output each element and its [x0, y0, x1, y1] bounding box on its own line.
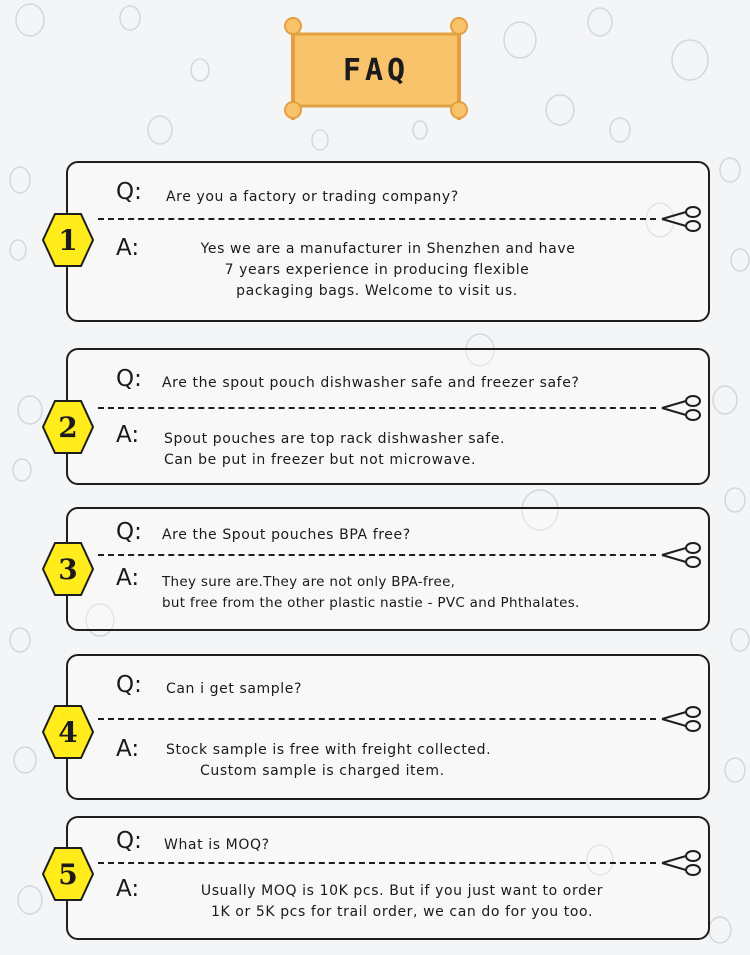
faq-number-badge-5	[42, 846, 94, 902]
answer-line: 1K or 5K pcs for trail order, we can do for you too.	[210, 904, 594, 920]
question-marker: Q:	[116, 519, 142, 545]
question-text: Can i get sample?	[166, 681, 302, 697]
faq-number-badge-4	[42, 704, 94, 760]
answer-line: packaging bags. Welcome to visit us.	[236, 283, 518, 299]
answer-marker: A:	[116, 235, 140, 261]
question-text: What is MOQ?	[164, 837, 270, 853]
answer-line: Spout pouches are top rack dishwasher safe.	[164, 431, 506, 447]
faq-card-1	[66, 161, 710, 322]
faq-number-badge-1	[42, 212, 94, 268]
scissors-icon	[660, 542, 704, 568]
answer-text	[162, 572, 580, 614]
page-title: FAQ	[342, 52, 410, 88]
faq-card-4	[66, 654, 710, 800]
answer-marker: A:	[116, 736, 140, 762]
answer-line: Stock sample is free with freight collected.	[166, 742, 492, 758]
answer-marker: A:	[116, 565, 140, 591]
scissors-icon	[660, 395, 704, 421]
dashed-divider	[98, 718, 656, 720]
faq-number-badge-3	[42, 541, 94, 597]
dashed-divider	[98, 407, 656, 409]
answer-marker: A:	[116, 876, 140, 902]
scissors-icon	[660, 706, 704, 732]
faq-number-badge-2	[42, 399, 94, 455]
answer-line: Usually MOQ is 10K pcs. But if you just want to order	[200, 883, 604, 899]
question-text: Are you a factory or trading company?	[166, 189, 459, 205]
question-text: Are the Spout pouches BPA free?	[162, 527, 411, 543]
faq-number: 2	[58, 410, 78, 444]
answer-line: 7 years experience in producing flexible	[224, 262, 530, 278]
faq-banner	[281, 14, 471, 126]
scissors-icon	[660, 850, 704, 876]
answer-text	[164, 429, 505, 471]
dashed-divider	[98, 554, 656, 556]
question-marker: Q:	[116, 828, 142, 854]
answer-text	[166, 740, 491, 782]
faq-number: 1	[58, 223, 78, 257]
answer-line: Custom sample is charged item.	[200, 763, 445, 779]
question-marker: Q:	[116, 179, 142, 205]
answer-text	[152, 881, 652, 923]
faq-number: 3	[58, 552, 78, 586]
faq-number: 4	[58, 715, 78, 749]
answer-line: but free from the other plastic nastie - PVC and Phthalates.	[162, 595, 580, 611]
answer-line: Yes we are a manufacturer in Shenzhen and have	[200, 241, 576, 257]
dashed-divider	[98, 218, 656, 220]
question-marker: Q:	[116, 366, 142, 392]
faq-number: 5	[58, 857, 78, 891]
faq-card-5	[66, 816, 710, 940]
question-marker: Q:	[116, 672, 142, 698]
answer-marker: A:	[116, 422, 140, 448]
answer-text	[158, 239, 618, 302]
answer-line: Can be put in freezer but not microwave.	[164, 452, 477, 468]
question-text: Are the spout pouch dishwasher safe and freezer safe?	[162, 375, 580, 391]
scissors-icon	[660, 206, 704, 232]
faq-card-2	[66, 348, 710, 485]
dashed-divider	[98, 862, 656, 864]
faq-card-3	[66, 507, 710, 631]
answer-line: They sure are.They are not only BPA-free,	[162, 574, 456, 590]
